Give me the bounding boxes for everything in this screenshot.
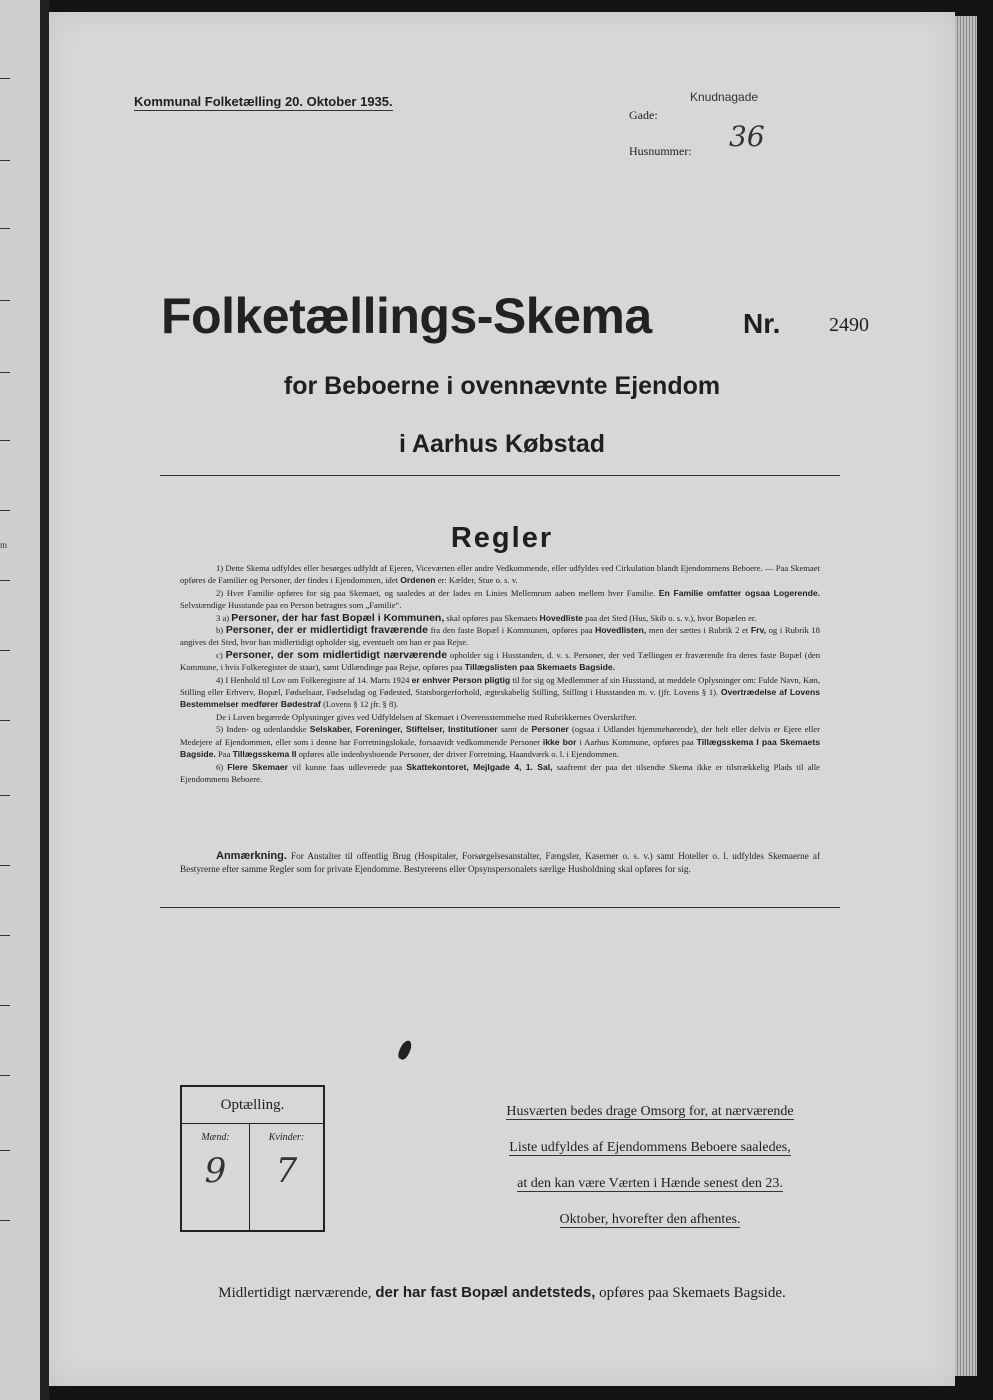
women-count: 7 xyxy=(275,1151,298,1191)
ink-mark xyxy=(396,1039,414,1061)
margin-tick xyxy=(0,865,10,866)
remark-label: Anmærkning. xyxy=(216,850,287,862)
rule-3b: b) Personer, der er midlertidigt fraværende fra den faste Bopæl i Kommunen, opføres paa Hovedlisten, men der sættes i Rubrik 2 et Frv, og i Rubrik 18 angives det Sted, hvor han midlertidigt opholder sig, eventuelt om han er paa Rejse. xyxy=(180,624,820,648)
form-title: Folketællings-Skema xyxy=(161,288,652,344)
men-count: 9 xyxy=(204,1151,227,1191)
footer-note xyxy=(49,1284,955,1302)
margin-tick xyxy=(0,1150,10,1151)
margin-tick xyxy=(0,300,10,301)
rule-4-note: De i Loven begærede Oplysninger gives ved Udfyldelsen af Skemaet i Overensstemmelse med Rubrikkernes Overskrifter. xyxy=(216,711,637,722)
men-label: Mænd: xyxy=(201,1132,230,1143)
margin-tick xyxy=(0,720,10,721)
street-label: Gade: xyxy=(629,108,658,122)
form-nr-value: 2490 xyxy=(829,314,869,336)
rule-1: 1) Dette Skema udfyldes eller besørges udfyldt af Ejeren, Viceværten eller andre Vedkommende, eller udfyldes ved Cirkulation blandt Ejendommens Beboere. — Paa Skemaet opføres de Familier og Personer, der findes i Ejendommen, idet Ordenen er: Kælder, Stue o. s. v. xyxy=(180,563,820,586)
women-column xyxy=(250,1124,323,1230)
remark-text: For Anstalter til offentlig Brug (Hospitaler, Forsørgelsesanstalter, Fængsler, Kaserner o. s. v.) samt Hoteller o. l. udfyldes Skemaerne af Bestyrerne efter samme Regler som for private Ejendomme. Bestyrerens eller Opsynspersonalets særlige Husholdning skal opføres for sig. xyxy=(180,851,820,874)
adjacent-page-strip xyxy=(0,0,40,1400)
landlord-notice xyxy=(485,1094,815,1238)
men-column xyxy=(182,1124,250,1230)
house-number-label: Husnummer: xyxy=(629,144,692,158)
book-binding xyxy=(40,0,49,1400)
rule-3c: c) Personer, der som midlertidigt nærværende opholder sig i Husstanden, d. v. s. Personer, der ved Tællingen er fraværende fra deres faste Bopæl (den Kommune, i hvis Folkeregister de staar), samt Udlændinge paa Rejse, opføres paa Tillægslisten paa Skemaets Bagside. xyxy=(180,648,820,673)
form-subtitle: for Beboerne i ovennævnte Ejendom xyxy=(283,372,721,400)
margin-tick xyxy=(0,935,10,936)
margin-tick xyxy=(0,228,10,229)
margin-tick xyxy=(0,1220,10,1221)
form-subtitle-city: i Aarhus Købstad xyxy=(398,430,606,458)
margin-mark: m xyxy=(0,540,8,550)
rule-2: 2) Hver Familie opføres for sig paa Skemaet, og saaledes at der lades en Linies Mellemrum aaben mellem hver Familie. En Familie omfatter ogsaa Logerende. Selvstændige Husstande paa en Person betragtes som „Familie“. xyxy=(180,587,820,611)
rule-4: 4) I Henhold til Lov om Folkeregistre af 14. Marts 1924 er enhver Person pligtig til for sig og Medlemmer af sin Husstand, at meddele Oplysninger om: Fulde Navn, Køn, Stilling eller Erhverv, Bopæl, Fødselsaar, Fødselsdag og Fødested, Statsborgerforhold, ægteskabelig Stilling, Stilling i Husstanden m. v. (jfr. Lovens § 1). Overtrædelse af Lovens Bestemmelser medfører Bødestraf (Lovens § 12 jfr. § 8). xyxy=(180,674,820,710)
women-label: Kvinder: xyxy=(268,1132,305,1143)
divider-bottom xyxy=(160,907,840,908)
notice-line-2: Liste udfyldes af Ejendommens Beboere saaledes, xyxy=(509,1140,791,1155)
rule-5: 5) Inden- og udenlandske Selskaber, Foreninger, Stiftelser, Institutioner samt de Personer (ogsaa i Udlandet hjemmehørende), der helt eller delvis er Ejere eller Medejere af Ejendommen, eller som i denne har Forretningslokale, forsaavidt vedkommende Personer ikke bor i Aarhus Kommune, opføres paa Tillægsskema I paa Skemaets Bagside. Paa Tillægsskema II opføres alle indenbysboende Personer, der driver Forretning, Haandværk o. l. i Ejendommen. xyxy=(180,724,820,760)
rule-6: 6) Flere Skemaer vil kunne faas udleverede paa Skattekontoret, Mejlgade 4, 1. Sal, saafremt der paa det tilsendte Skema ikke er tilstrækkelig Plads til alle Ejendommens Beboere. xyxy=(180,761,820,784)
margin-tick xyxy=(0,1005,10,1006)
street-value: Knudnagade xyxy=(690,90,759,104)
margin-tick xyxy=(0,510,10,511)
margin-tick xyxy=(0,650,10,651)
census-line: Kommunal Folketælling 20. Oktober 1935. xyxy=(134,94,393,109)
page-edges xyxy=(955,16,977,1376)
remark xyxy=(180,850,820,876)
notice-line-4: Oktober, hvorefter den afhentes. xyxy=(559,1212,741,1227)
house-number-value: 36 xyxy=(729,120,765,153)
rule-3a: 3 a) Personer, der har fast Bopæl i Kommunen, skal opføres paa Skemaets Hovedliste paa det Sted (Hus, Skib o. s. v.), hvor Bopælen er. xyxy=(216,611,757,624)
margin-tick xyxy=(0,1075,10,1076)
margin-tick xyxy=(0,440,10,441)
count-box-title: Optælling. xyxy=(182,1087,323,1124)
count-box xyxy=(180,1085,325,1232)
margin-tick xyxy=(0,372,10,373)
margin-tick xyxy=(0,580,10,581)
census-form-page xyxy=(49,12,955,1386)
footer-part-3: opføres paa Skemaets Bagside. xyxy=(599,1285,786,1301)
notice-line-1: Husværten bedes drage Omsorg for, at nærværende xyxy=(506,1104,794,1119)
form-nr-label: Nr. xyxy=(743,308,781,339)
margin-tick xyxy=(0,795,10,796)
footer-part-2: der har fast Bopæl andetsteds, xyxy=(375,1284,596,1301)
margin-tick xyxy=(0,78,10,79)
divider-top xyxy=(160,475,840,476)
rules-heading: Regler xyxy=(450,522,554,554)
margin-tick xyxy=(0,160,10,161)
notice-line-3: at den kan være Værten i Hænde senest den 23. xyxy=(517,1176,783,1191)
footer-part-1: Midlertidigt nærværende, xyxy=(218,1285,372,1301)
rules-text xyxy=(180,562,820,785)
